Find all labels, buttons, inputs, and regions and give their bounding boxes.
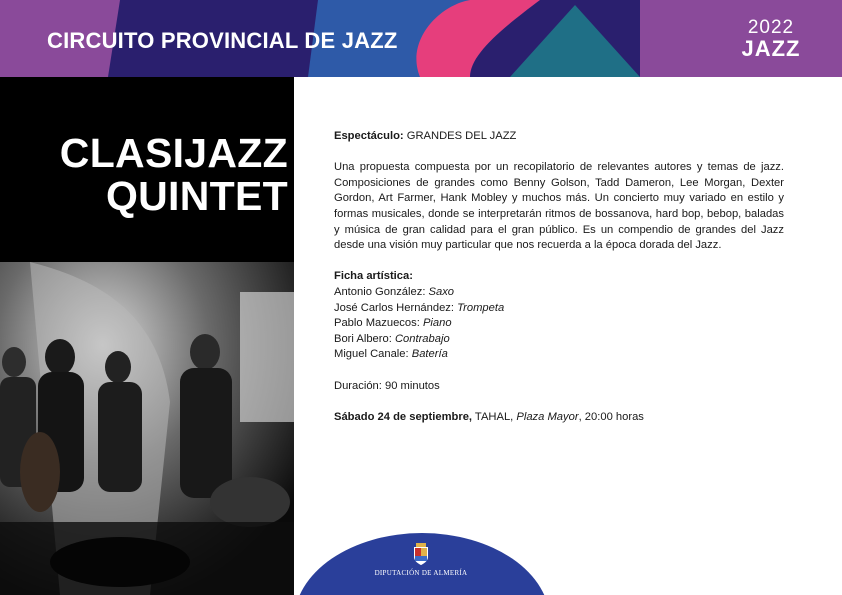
- logo-word: JAZZ: [741, 36, 801, 61]
- show-label: Espectáculo:: [334, 130, 404, 142]
- member-row: Antonio González: Saxo: [334, 285, 455, 298]
- town: TAHAL,: [472, 410, 517, 423]
- ficha-label: Ficha artística:: [334, 270, 413, 283]
- coat-of-arms-icon: [413, 543, 429, 565]
- date-label: Sábado 24 de septiembre,: [334, 410, 473, 423]
- member-row: Pablo Mazuecos: Piano: [334, 317, 452, 330]
- time: , 20:00 horas: [578, 410, 644, 423]
- band-title: [60, 132, 288, 218]
- duration: Duración: 90 minutos: [334, 379, 440, 392]
- event-details: [334, 129, 784, 425]
- institution-label: DIPUTACIÓN DE ALMERÍA: [374, 569, 468, 577]
- logo-year: 2022: [747, 17, 795, 38]
- member-row: Miguel Canale: Batería: [334, 348, 448, 361]
- band-title-line1: CLASIJAZZ: [59, 130, 288, 176]
- header-banner: [0, 0, 842, 77]
- jazz-2022-logo: [741, 18, 801, 60]
- band-photo: [0, 262, 294, 595]
- member-row: Bori Albero: Contrabajo: [334, 332, 450, 345]
- member-row: José Carlos Hernández: Trompeta: [334, 301, 505, 314]
- show-value: GRANDES DEL JAZZ: [403, 130, 517, 142]
- band-title-line2: QUINTET: [105, 173, 288, 219]
- description: Una propuesta compuesta por un recopilatorio de relevantes autores y temas de jazz. Composiciones de grandes como Benny Golson, Tadd Dameron, Lee Morgan, Dexter Gordon, Art Farmer, Hank Mobley y muchos más. Un concierto muy variado en estilo y formas musicales, donde se interpretarán ritmos de bossanova, hard bop, bebop, baladas y música de gran calidad para el gran público. Es un compendio de grandes del Jazz desde una visión muy particular que nos recuerda a la época dorada del Jazz.: [334, 161, 784, 252]
- banner-title: CIRCUITO PROVINCIAL DE JAZZ: [47, 28, 398, 53]
- venue: Plaza Mayor: [516, 410, 579, 423]
- show-line: [334, 129, 784, 145]
- date-line: [334, 410, 784, 426]
- left-panel: [0, 77, 294, 595]
